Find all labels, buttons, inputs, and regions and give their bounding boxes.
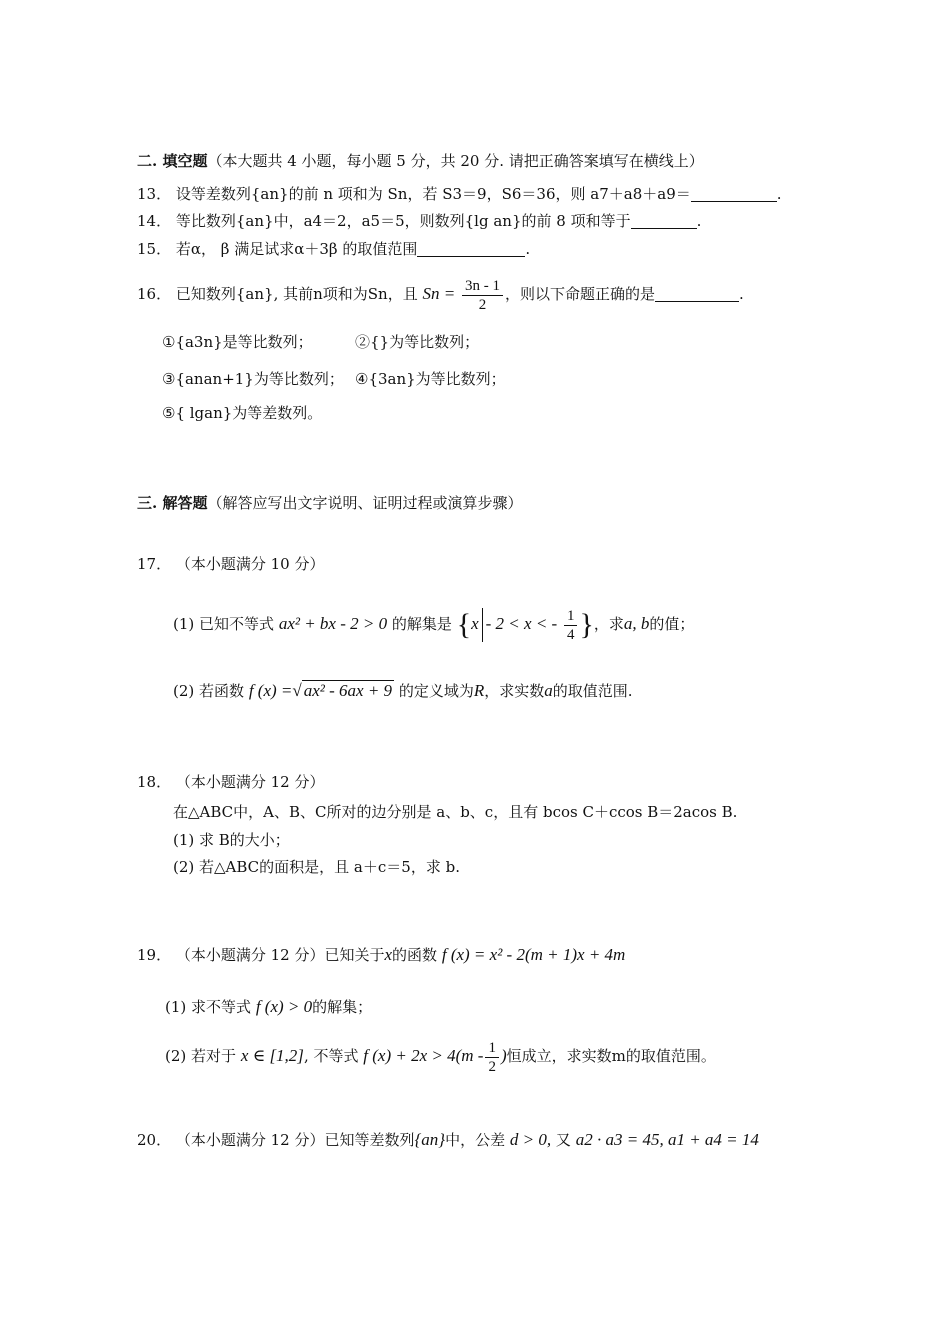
set-bar bbox=[482, 608, 483, 642]
question-17-part-2 bbox=[173, 676, 633, 706]
part-1-prefix: (1) 求不等式 bbox=[165, 998, 252, 1016]
part-2-end: 恒成立，求实数m的取值范围。 bbox=[506, 1047, 716, 1065]
question-19-part-1 bbox=[165, 996, 372, 1018]
section-2-heading bbox=[137, 150, 704, 172]
question-16-option-5: ⑤{ lgan}为等差数列。 bbox=[162, 404, 323, 422]
question-16 bbox=[137, 274, 744, 314]
function-definition: f (x) = x² - 2(m + 1)x + 4m bbox=[441, 945, 626, 964]
question-15-end: . bbox=[525, 240, 531, 258]
part-2-prefix: (2) 若函数 bbox=[173, 682, 245, 700]
question-13 bbox=[137, 183, 782, 205]
question-14-end: . bbox=[696, 212, 702, 230]
part-1-end: 的值； bbox=[649, 615, 695, 633]
question-19-mid: 的函数 bbox=[392, 946, 438, 964]
question-17-part-1 bbox=[173, 598, 694, 651]
question-16-fraction bbox=[462, 277, 503, 314]
domain-interval: x ∈ [1,2] bbox=[240, 1046, 304, 1065]
inequality-2: f (x) + 2x > 4(m - bbox=[363, 1046, 484, 1065]
question-15-number: 15． bbox=[137, 240, 172, 258]
question-20-mid: 中，公差 bbox=[445, 1131, 506, 1149]
left-brace: { bbox=[456, 608, 472, 641]
answer-blank-13 bbox=[691, 185, 777, 202]
question-18-header bbox=[137, 771, 325, 793]
question-18-line-3: (2) 若△ABC的面积是，且 a＋c＝5，求 b. bbox=[173, 858, 460, 876]
section-2-note: （本大题共 4 小题，每小题 5 分，共 20 分. 请把正确答案填写在横线上） bbox=[207, 152, 704, 170]
section-3-title: 三. 解答题 bbox=[137, 494, 208, 512]
question-19-header bbox=[137, 940, 625, 970]
sequence: {an} bbox=[414, 1130, 446, 1149]
fraction-numerator: 1 bbox=[564, 607, 578, 626]
fraction-denominator: 2 bbox=[478, 296, 487, 313]
fraction-numerator: 1 bbox=[485, 1039, 499, 1058]
fraction-numerator: 3n - 1 bbox=[462, 277, 503, 296]
condition-d: d > 0, bbox=[509, 1130, 552, 1149]
answer-blank-14 bbox=[631, 212, 697, 229]
question-19-score: （本小题满分 12 分）已知关于 bbox=[175, 946, 385, 964]
close-paren: ) bbox=[500, 1046, 507, 1065]
question-13-end: . bbox=[776, 185, 782, 203]
question-14 bbox=[137, 210, 701, 232]
variable-a: a bbox=[544, 681, 553, 700]
question-14-text: 等比数列{an}中，a4＝2，a5＝5，则数列{lg an}的前 8 项和等于 bbox=[175, 212, 631, 230]
question-20-score: （本小题满分 12 分）已知等差数列 bbox=[175, 1131, 415, 1149]
inequality: f (x) > 0 bbox=[255, 997, 313, 1016]
section-3-heading bbox=[137, 492, 522, 514]
question-15 bbox=[137, 238, 530, 260]
function-f: f (x) = bbox=[248, 681, 293, 700]
part-2-post: ，求实数 bbox=[484, 682, 545, 700]
answer-blank-16 bbox=[655, 285, 739, 302]
question-16-suffix: ，则以下命题正确的是 bbox=[505, 285, 656, 303]
question-16-option-4: ④{3an}为等比数列； bbox=[355, 370, 506, 388]
half-fraction bbox=[485, 1039, 499, 1076]
question-20-number: 20． bbox=[137, 1131, 172, 1149]
part-1-mid: 的解集是 bbox=[391, 615, 452, 633]
sqrt-sign: √ bbox=[292, 681, 302, 700]
question-20-you: 又 bbox=[555, 1131, 571, 1149]
question-16-option-1: ①{a3n}是等比数列； bbox=[162, 333, 313, 351]
question-19-part-2 bbox=[165, 1034, 716, 1078]
question-16-option-2: ②{}为等比数列； bbox=[355, 333, 480, 351]
real-set: R bbox=[473, 681, 485, 700]
question-20 bbox=[137, 1124, 759, 1156]
question-16-sn: Sn = bbox=[422, 284, 456, 303]
question-18-score: （本小题满分 12 分） bbox=[175, 773, 325, 791]
question-17-header bbox=[137, 553, 325, 575]
section-3-note: （解答应写出文字说明、证明过程或演算步骤） bbox=[207, 494, 523, 512]
question-16-prefix: 已知数列{an}, 其前n项和为Sn，且 bbox=[175, 285, 418, 303]
answer-blank-15 bbox=[417, 240, 525, 257]
question-16-option-3: ③{anan+1}为等比数列； bbox=[162, 370, 344, 388]
right-brace: } bbox=[579, 608, 594, 641]
variable-x: x bbox=[384, 945, 393, 964]
question-16-end: . bbox=[739, 285, 744, 303]
question-18-number: 18． bbox=[137, 773, 172, 791]
question-14-number: 14． bbox=[137, 212, 172, 230]
inequality: ax² + bx - 2 > 0 bbox=[278, 614, 388, 633]
set-variable: x bbox=[471, 614, 479, 633]
part-1-prefix: (1) 已知不等式 bbox=[173, 615, 275, 633]
radicand: ax² - 6ax + 9 bbox=[303, 681, 393, 700]
part-2-mid: , 不等式 bbox=[303, 1047, 359, 1065]
part-1-post: ，求 bbox=[593, 615, 624, 633]
question-18-line-1: 在△ABC中，A、B、C所对的边分别是 a、b、c，且有 bcos C＋ccos B＝2acos B. bbox=[173, 803, 738, 821]
set-condition: - 2 < x < - bbox=[485, 614, 558, 633]
part-2-mid: 的定义域为 bbox=[398, 682, 474, 700]
equation: a2 · a3 = 45, a1 + a4 = 14 bbox=[575, 1130, 759, 1149]
question-19-number: 19． bbox=[137, 946, 172, 964]
section-2-title: 二. 填空题 bbox=[137, 152, 208, 170]
fraction-denominator: 2 bbox=[488, 1058, 496, 1075]
part-2-prefix: (2) 若对于 bbox=[165, 1047, 237, 1065]
question-17-number: 17． bbox=[137, 555, 172, 573]
variables-ab: a, b bbox=[623, 614, 650, 633]
set-fraction bbox=[564, 607, 578, 644]
question-18-line-2: (1) 求 B的大小； bbox=[173, 831, 290, 849]
question-13-text: 设等差数列{an}的前 n 项和为 Sn，若 S3＝9，S6＝36，则 a7＋a8＋a9＝ bbox=[175, 185, 691, 203]
part-2-end: 的取值范围. bbox=[552, 682, 633, 700]
question-15-text: 若α， β 满足试求α＋3β 的取值范围 bbox=[175, 240, 418, 258]
part-1-end: 的解集； bbox=[312, 998, 373, 1016]
question-17-score: （本小题满分 10 分） bbox=[175, 555, 325, 573]
question-16-number: 16． bbox=[137, 285, 172, 303]
question-13-number: 13． bbox=[137, 185, 172, 203]
fraction-denominator: 4 bbox=[566, 626, 575, 643]
